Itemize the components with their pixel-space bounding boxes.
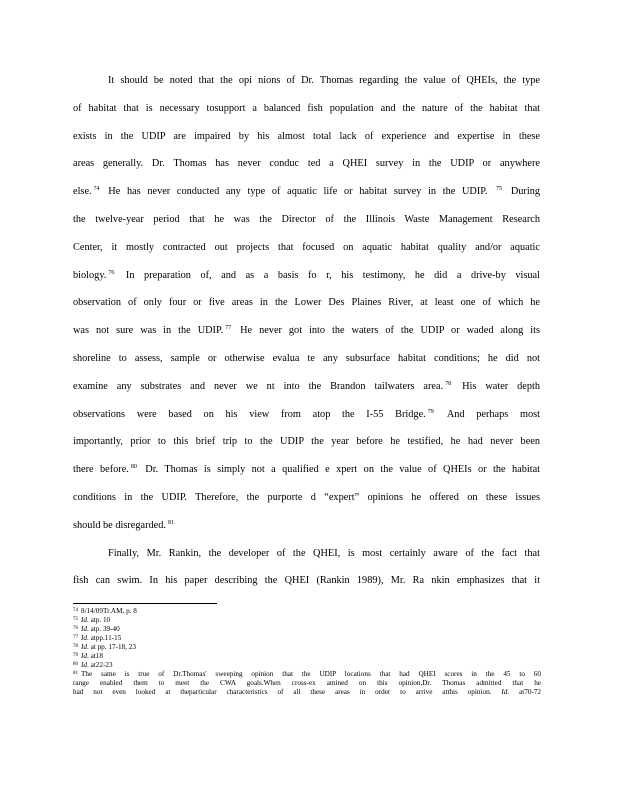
line-text: observations were based on his view from atop the I-55 Bridge. xyxy=(73,408,426,420)
body-line xyxy=(73,123,540,151)
footnotes xyxy=(73,607,541,697)
footnote xyxy=(73,616,541,625)
body-line xyxy=(73,567,540,595)
body-line xyxy=(73,95,540,123)
body-line xyxy=(73,373,540,401)
footnote-reference: 80 xyxy=(130,464,137,471)
body-line xyxy=(73,484,540,512)
body-line xyxy=(73,345,540,373)
body-line xyxy=(73,178,540,206)
line-text: biology. xyxy=(73,269,107,281)
footnote xyxy=(73,634,541,643)
line-text: exists in the UDIP are impaired by his almost total lack of experience and expertise in these xyxy=(73,130,540,142)
footnote-text: 8/14/09Tr.AM, p. 8 xyxy=(81,607,137,615)
body-text xyxy=(73,67,540,595)
footnote-reference: 76 xyxy=(73,626,78,631)
footnote-reference: 79 xyxy=(427,408,434,415)
body-line xyxy=(73,206,540,234)
footnote-text: . atp. 39-40 xyxy=(87,625,120,633)
line-text: Center, it mostly contracted out projects that focused on aquatic habitat quality and/or aquatic xyxy=(73,241,540,253)
footnote-reference: 80 xyxy=(73,662,78,667)
ibid-citation: Id xyxy=(491,688,508,696)
footnote-text: . at18 xyxy=(87,652,103,660)
line-text: of habitat that is necessary tosupport a balanced fish population and the nature of the habitat that xyxy=(73,102,540,114)
line-text: importantly, prior to this brief trip to the UDIP the year before he testified, he had never been xyxy=(73,436,540,448)
body-line xyxy=(73,428,540,456)
ibid-citation: Id xyxy=(81,625,87,633)
line-text: there before. xyxy=(73,464,129,476)
body-line xyxy=(73,401,540,429)
line-text: the twelve-year period that he was the Director of the Illinois Waste Management Research xyxy=(73,213,540,225)
body-line xyxy=(73,234,540,262)
footnote-text: range enabled them to meet the CWA goals.When cross-ex amined on this opinion,Dr. Thomas admitted that he xyxy=(73,679,541,687)
line-text: And perhaps most xyxy=(435,408,540,420)
footnote-text: . atpp.11-15 xyxy=(87,634,122,642)
footnote-reference: 77 xyxy=(225,325,232,332)
line-text: During xyxy=(504,186,540,198)
body-line xyxy=(73,262,540,290)
body-line xyxy=(73,317,540,345)
footnote xyxy=(73,679,541,688)
footnote-reference: 81 xyxy=(167,519,174,526)
line-text: shoreline to assess, sample or otherwise evalua te any subsurface habitat conditions; he did not xyxy=(73,352,540,364)
line-text: was not sure was in the UDIP. xyxy=(73,325,224,337)
footnote-reference: 81 xyxy=(73,671,78,676)
footnote-text: had not even looked at theparticular characteristics of all these areas in order to arrive atthis opinion. xyxy=(73,688,492,696)
footnote xyxy=(73,625,541,634)
line-text: conditions in the UDIP. Therefore, the purporte d “expert” opinions he offered on these issues xyxy=(73,491,540,503)
footnote-rule xyxy=(73,603,217,604)
line-text: It should be noted that the opi nions of Dr. Thomas regarding the value of QHEIs, the type xyxy=(108,75,540,86)
footnote-reference: 74 xyxy=(73,608,78,613)
line-text: examine any substrates and never we nt into the Brandon tailwaters area. xyxy=(73,380,444,392)
body-line xyxy=(73,289,540,317)
body-line xyxy=(73,540,540,568)
footnote xyxy=(73,652,541,661)
footnote xyxy=(73,607,541,616)
body-line xyxy=(73,512,540,540)
line-text: In preparation of, and as a basis fo r, his testimony, he did a drive-by visual xyxy=(116,269,540,281)
footnote-text: . at22-23 xyxy=(87,661,113,669)
ibid-citation: Id xyxy=(81,634,87,642)
line-text: fish can swim. In his paper describing the QHEI (Rankin 1989), Mr. Ra nkin emphasizes that it xyxy=(73,575,540,587)
body-line xyxy=(73,456,540,484)
line-text: should be disregarded. xyxy=(73,519,166,531)
footnote-reference: 78 xyxy=(73,644,78,649)
line-text: areas generally. Dr. Thomas has never conduc ted a QHEI survey in the UDIP or anywhere xyxy=(73,158,540,170)
footnote-reference: 78 xyxy=(445,380,452,387)
footnote-reference: 79 xyxy=(73,653,78,658)
body-line xyxy=(73,150,540,178)
ibid-citation: Id xyxy=(81,643,87,651)
line-text: Finally, Mr. Rankin, the developer of the QHEI, is most certainly aware of the fact that xyxy=(108,547,540,559)
footnote-text: . atp. 10 xyxy=(87,616,111,624)
body-line xyxy=(73,67,540,95)
line-text: He never got into the waters of the UDIP or waded along its xyxy=(233,325,540,337)
footnote-text: . at pp. 17-18, 23 xyxy=(87,643,136,651)
footnote-reference: 76 xyxy=(108,269,115,276)
ibid-citation: Id xyxy=(81,661,87,669)
line-text: else. xyxy=(73,186,92,198)
line-text: His water depth xyxy=(453,380,540,392)
footnote-reference: 75 xyxy=(73,617,78,622)
ibid-citation: Id xyxy=(81,616,87,624)
footnote xyxy=(73,688,541,697)
line-text: Dr. Thomas is simply not a qualified e xpert on the value of QHEIs or the habitat xyxy=(138,464,540,476)
footnote-reference: 77 xyxy=(73,635,78,640)
footnote-text: . at70-72 xyxy=(507,688,541,696)
ibid-citation: Id xyxy=(81,652,87,660)
line-text: He has never conducted any type of aquatic life or habitat survey in the UDIP. xyxy=(101,186,495,198)
footnote-text: The same is true of Dr.Thomas' sweeping opinion that the UDIP locations that had QHEI scores in the 45 to 60 xyxy=(81,670,541,678)
footnote-reference: 74 xyxy=(93,186,100,193)
footnote xyxy=(73,643,541,652)
footnote xyxy=(73,661,541,670)
footnote xyxy=(73,670,541,679)
line-text: observation of only four or five areas in the Lower Des Plaines River, at least one of which he xyxy=(73,297,540,309)
footnote-reference: 75 xyxy=(496,186,503,193)
